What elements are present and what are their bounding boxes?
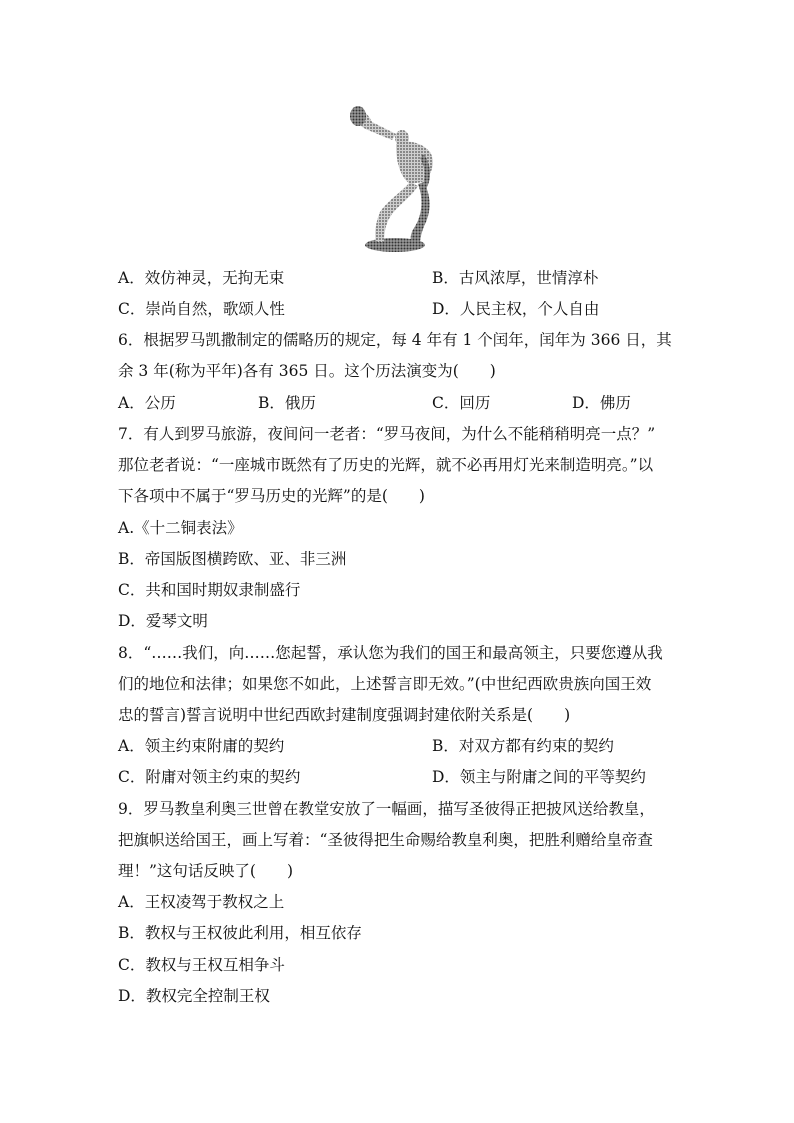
q9-stem-line2: 把旗帜送给国王，画上写着：“圣彼得把生命赐给教皇利奥，把胜利赠给皇帝查 bbox=[118, 831, 653, 849]
q9-option-a: A．王权凌驾于教权之上 bbox=[118, 893, 285, 911]
q5-option-c: C．崇尚自然，歌颂人性 bbox=[118, 300, 285, 318]
q6-option-c: C．回历 bbox=[432, 394, 491, 412]
q6-stem-line1: 6．根据罗马凯撒制定的儒略历的规定，每 4 年有 1 个闰年，闰年为 366 日，其 bbox=[118, 331, 672, 349]
q7-stem-line2: 那位老者说：“一座城市既然有了历史的光辉，就不必再用灯光来制造明亮。”以 bbox=[118, 456, 654, 474]
q7-option-a: A.《十二铜表法》 bbox=[118, 519, 243, 537]
q7-option-b: B．帝国版图横跨欧、亚、非三洲 bbox=[118, 550, 347, 568]
q8-option-d: D．领主与附庸之间的平等契约 bbox=[432, 768, 646, 786]
q5-option-b: B．古风浓厚，世情淳朴 bbox=[432, 269, 599, 287]
q8-option-b: B．对双方都有约束的契约 bbox=[432, 737, 614, 755]
q6-stem-line2: 余 3 年(称为平年)各有 365 日。这个历法演变为( ) bbox=[118, 362, 496, 380]
q9-option-d: D．教权完全控制王权 bbox=[118, 987, 270, 1005]
q9-option-b: B．教权与王权彼此利用，相互依存 bbox=[118, 924, 362, 942]
q8-option-c: C．附庸对领主约束的契约 bbox=[118, 768, 301, 786]
q5-option-a: A．效仿神灵，无拘无束 bbox=[118, 269, 285, 287]
q6-option-b: B．俄历 bbox=[258, 394, 316, 412]
q8-stem-line2: 们的地位和法律；如果您不如此，上述誓言即无效。”(中世纪西欧贵族向国王效 bbox=[118, 675, 652, 693]
q7-option-d: D．爱琴文明 bbox=[118, 612, 208, 630]
discobolus-statue-image bbox=[340, 100, 450, 255]
q8-stem-line3: 忠的誓言)誓言说明中世纪西欧封建制度强调封建依附关系是( ) bbox=[118, 706, 571, 724]
q7-stem-line3: 下各项中不属于“罗马历史的光辉”的是( ) bbox=[118, 487, 425, 505]
q9-option-c: C．教权与王权互相争斗 bbox=[118, 956, 285, 974]
q6-option-a: A．公历 bbox=[118, 394, 176, 412]
q6-option-d: D．佛历 bbox=[572, 394, 631, 412]
q7-option-c: C．共和国时期奴隶制盛行 bbox=[118, 581, 301, 599]
q8-stem-line1: 8．“……我们，向……您起誓，承认您为我们的国王和最高领主，只要您遵从我 bbox=[118, 644, 663, 662]
q9-stem-line3: 理！”这句话反映了( ) bbox=[118, 862, 294, 880]
q9-stem-line1: 9．罗马教皇利奥三世曾在教堂安放了一幅画，描写圣彼得正把披风送给教皇， bbox=[118, 800, 655, 818]
q8-option-a: A．领主约束附庸的契约 bbox=[118, 737, 285, 755]
q7-stem-line1: 7．有人到罗马旅游，夜间问一老者：“罗马夜间，为什么不能稍稍明亮一点？” bbox=[118, 425, 656, 443]
q5-option-d: D．人民主权，个人自由 bbox=[432, 300, 600, 318]
